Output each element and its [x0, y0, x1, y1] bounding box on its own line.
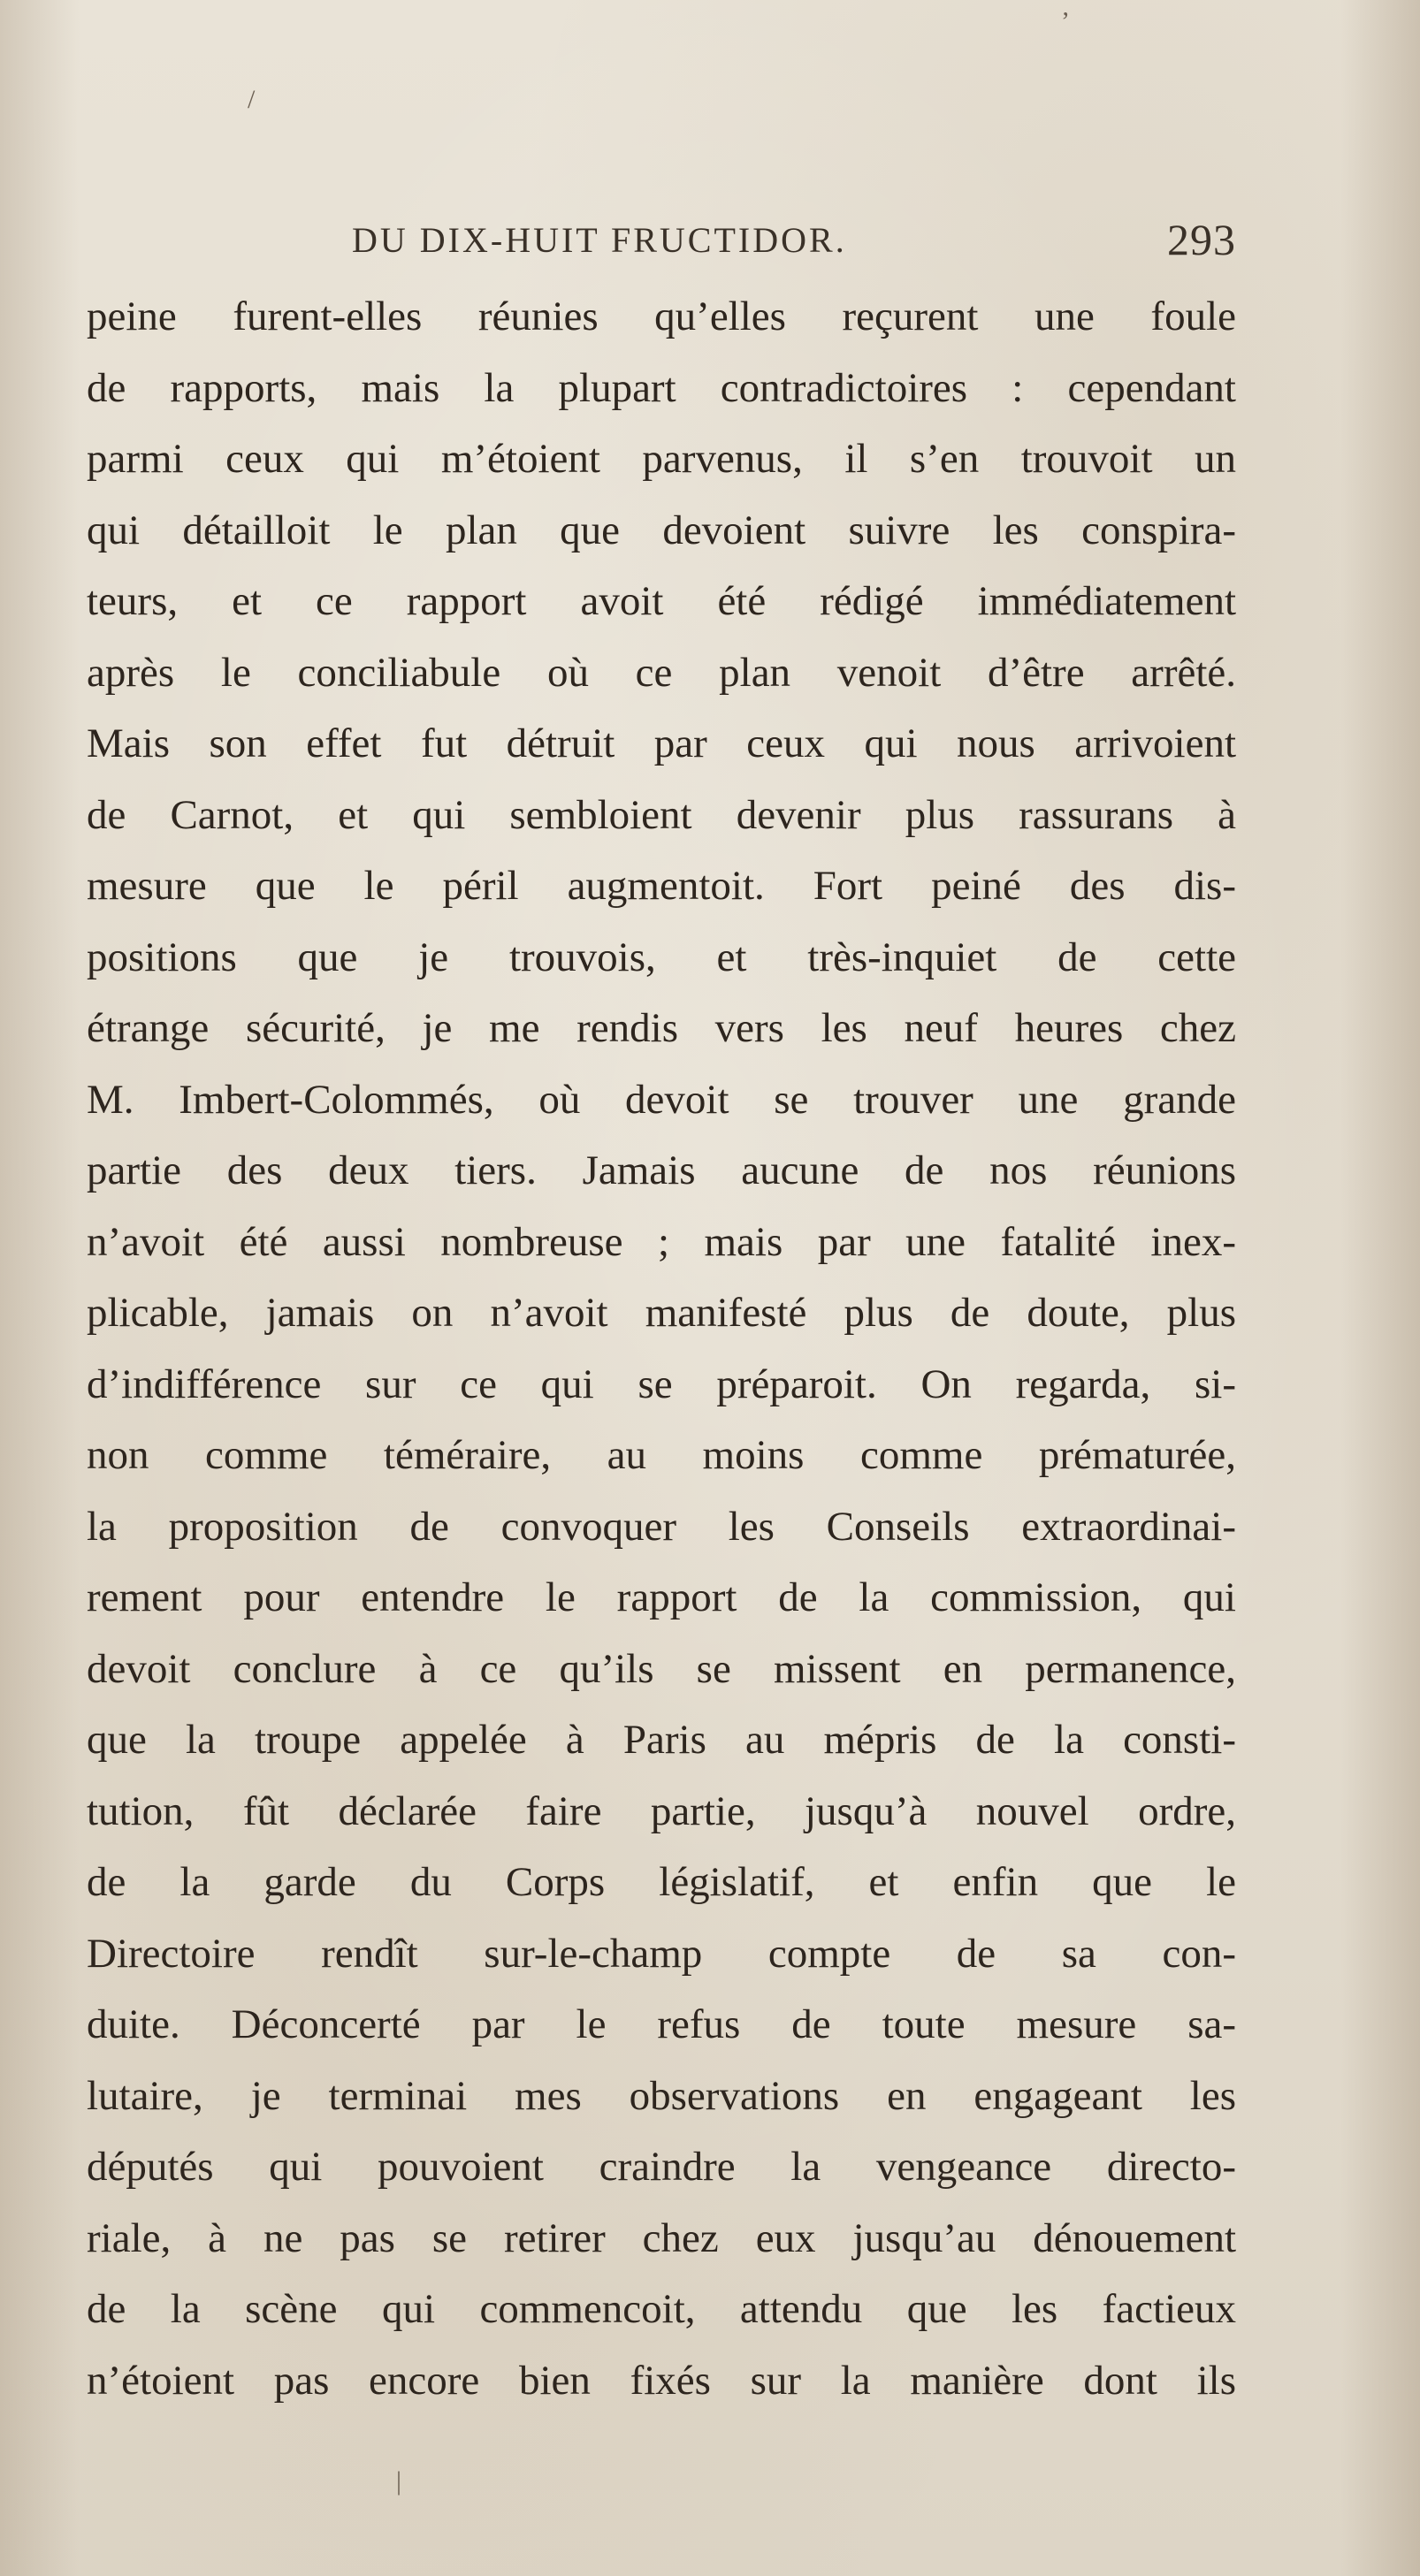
stray-ink-mark: ʼ	[1061, 7, 1070, 36]
text-line: qui détailloit le plan que devoient suivre les conspira-	[87, 507, 1236, 553]
text-line: devoit conclure à ce qu’ils se missent en permanence,	[87, 1645, 1236, 1692]
left-edge-shadow	[0, 0, 80, 2576]
text-line: M. Imbert-Colommés, où devoit se trouver une grande	[87, 1076, 1236, 1123]
text-line: lutaire, je terminai mes observations en engageant les	[87, 2072, 1236, 2119]
text-line: n’étoient pas encore bien fixés sur la manière dont ils	[87, 2357, 1236, 2404]
text-line: riale, à ne pas se retirer chez eux jusqu’au dénouement	[87, 2214, 1236, 2261]
text-line: que la troupe appelée à Paris au mépris de la consti-	[87, 1717, 1236, 1763]
right-edge-shadow	[1340, 0, 1420, 2576]
text-line: Directoire rendît sur-le-champ compte de sa con-	[87, 1930, 1236, 1977]
text-line: étrange sécurité, je me rendis vers les neuf heures chez	[87, 1005, 1236, 1051]
text-line: parmi ceux qui m’étoient parvenus, il s’en trouvoit un	[87, 436, 1236, 482]
page-number: 293	[1167, 215, 1236, 264]
text-line: Mais son effet fut détruit par ceux qui nous arrivoient	[87, 720, 1236, 766]
stray-ink-mark: |	[396, 2466, 402, 2496]
text-line: plicable, jamais on n’avoit manifesté plus de doute, plus	[87, 1290, 1236, 1336]
running-title: DU DIX-HUIT FRUCTIDOR.	[352, 220, 847, 260]
text-line: mesure que le péril augmentoit. Fort peiné des dis-	[87, 863, 1236, 909]
text-line: n’avoit été aussi nombreuse ; mais par une fatalité inex-	[87, 1218, 1236, 1265]
stray-ink-mark: /	[248, 85, 256, 114]
running-header	[87, 215, 1236, 264]
text-line: la proposition de convoquer les Conseils extraordinai-	[87, 1503, 1236, 1550]
text-line: rement pour entendre le rapport de la commission, qui	[87, 1574, 1236, 1620]
text-line: de la garde du Corps législatif, et enfin que le	[87, 1859, 1236, 1905]
text-line: teurs, et ce rapport avoit été rédigé immédiatement	[87, 578, 1236, 624]
text-line: peine furent-elles réunies qu’elles reçurent une foule	[87, 293, 1236, 339]
text-line: partie des deux tiers. Jamais aucune de nos réunions	[87, 1147, 1236, 1193]
text-line: de la scène qui commencoit, attendu que les factieux	[87, 2286, 1236, 2332]
text-line: tution, fût déclarée faire partie, jusqu’à nouvel ordre,	[87, 1787, 1236, 1834]
text-line: de Carnot, et qui sembloient devenir plus rassurans à	[87, 791, 1236, 838]
text-line: d’indifférence sur ce qui se préparoit. On regarda, si-	[87, 1360, 1236, 1407]
body-text	[87, 281, 1236, 2416]
text-line: après le conciliabule où ce plan venoit d’être arrêté.	[87, 649, 1236, 696]
text-line: duite. Déconcerté par le refus de toute mesure sa-	[87, 2001, 1236, 2047]
text-line: non comme téméraire, au moins comme prématurée,	[87, 1432, 1236, 1478]
text-line: de rapports, mais la plupart contradictoires : cependant	[87, 364, 1236, 411]
text-line: députés qui pouvoient craindre la vengeance directo-	[87, 2144, 1236, 2190]
text-line: positions que je trouvois, et très-inquiet de cette	[87, 934, 1236, 980]
